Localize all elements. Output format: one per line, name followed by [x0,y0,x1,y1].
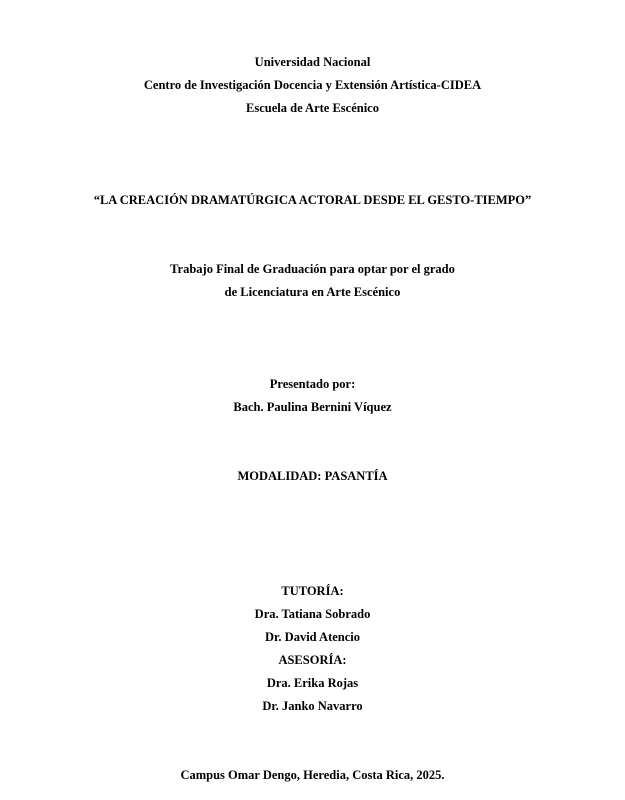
advising-label: ASESORÍA: [278,653,347,667]
campus-footer: Campus Omar Dengo, Heredia, Costa Rica, 2025. [180,768,445,782]
thesis-title: “LA CREACIÓN DRAMATÚRGICA ACTORAL DESDE EL GESTO-TIEMPO” [93,193,532,207]
advisor-name: Dr. Janko Navarro [262,699,363,713]
purpose-line-2: de Licenciatura en Arte Escénico [224,285,401,299]
university-name: Universidad Nacional [254,55,371,69]
purpose-line-1: Trabajo Final de Graduación para optar por el grado [170,262,455,276]
modality: MODALIDAD: PASANTÍA [237,469,388,483]
author-name: Bach. Paulina Bernini Víquez [233,400,392,414]
research-center-name: Centro de Investigación Docencia y Extensión Artística-CIDEA [143,78,482,92]
presented-by-label: Presentado por: [269,377,356,391]
advisor-name: Dra. Erika Rojas [266,676,359,690]
tutor-name: Dr. David Atencio [264,630,361,644]
tutoring-label: TUTORÍA: [281,584,344,598]
school-name: Escuela de Arte Escénico [246,101,379,115]
tutor-name: Dra. Tatiana Sobrado [254,607,371,621]
